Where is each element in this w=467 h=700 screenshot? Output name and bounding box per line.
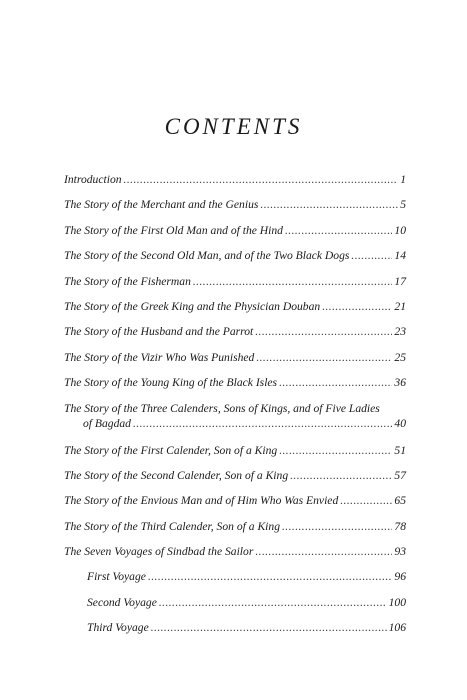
page-title: CONTENTS (164, 114, 303, 139)
dot-leader (148, 569, 392, 584)
dot-leader (351, 248, 392, 263)
toc-entry-title-continued: of Bagdad (83, 416, 131, 430)
dot-leader (282, 519, 392, 534)
table-of-contents (64, 172, 406, 646)
toc-entry-page: 93 (394, 545, 406, 559)
toc-entry (64, 443, 406, 468)
dot-leader (322, 299, 392, 314)
toc-entry-title: The Story of the Fisherman (64, 274, 191, 288)
toc-subentry (64, 595, 406, 620)
toc-entry-title: Second Voyage (87, 595, 157, 609)
toc-subentry (64, 569, 406, 594)
toc-entry-page: 36 (394, 376, 406, 390)
toc-entry (64, 248, 406, 273)
toc-entry-title: Introduction (64, 173, 122, 186)
toc-entry (64, 274, 406, 299)
toc-entry (64, 519, 406, 544)
toc-entry (64, 468, 406, 493)
toc-entry-page: 14 (394, 249, 406, 263)
dot-leader (260, 197, 398, 212)
toc-entry (64, 401, 406, 443)
toc-entry-title: The Story of the Second Old Man, and of the Two Black Dogs (64, 249, 350, 263)
toc-entry-page: 57 (394, 468, 406, 482)
toc-entry-page: 10 (394, 223, 406, 237)
toc-entry-title: First Voyage (87, 570, 146, 584)
toc-entry-title: The Story of the First Old Man and of the Hind (64, 223, 283, 237)
toc-entry (64, 223, 406, 248)
toc-entry-title: The Story of the Third Calender, Son of a King (64, 519, 280, 533)
dot-leader (159, 595, 387, 610)
dot-leader (285, 223, 392, 238)
toc-entry-page: 23 (394, 325, 406, 339)
dot-leader (256, 350, 392, 365)
toc-entry (64, 197, 406, 222)
dot-leader (340, 493, 392, 508)
toc-entry-title: The Story of the Vizir Who Was Punished (64, 350, 255, 364)
toc-entry-page: 1 (400, 173, 406, 186)
toc-entry-page: 100 (388, 595, 406, 609)
toc-entry-page: 78 (394, 519, 406, 533)
toc-entry-title: The Story of the First Calender, Son of a King (64, 443, 278, 457)
toc-entry-title: The Story of the Second Calender, Son of a King (64, 468, 289, 482)
dot-leader (279, 443, 392, 458)
toc-entry-page: 65 (394, 494, 406, 508)
dot-leader (290, 468, 392, 483)
toc-entry-page: 25 (394, 350, 406, 364)
toc-entry-title: The Story of the Three Calenders, Sons of Kings, and of Five Ladies (64, 401, 380, 415)
toc-entry (64, 493, 406, 518)
toc-entry-title: The Story of the Young King of the Black Isles (64, 376, 278, 390)
dot-leader (133, 416, 392, 431)
toc-entry-page: 40 (394, 416, 406, 430)
toc-entry (64, 172, 406, 197)
dot-leader (279, 375, 392, 390)
dot-leader (124, 172, 399, 187)
dot-leader (151, 620, 387, 635)
dot-leader (193, 274, 393, 289)
toc-entry-page: 21 (394, 299, 406, 313)
toc-entry-page: 5 (400, 198, 406, 212)
toc-subentry (64, 620, 406, 645)
toc-entry (64, 350, 406, 375)
toc-entry (64, 299, 406, 324)
toc-entry-title: The Story of the Merchant and the Genius (64, 198, 259, 212)
toc-entry-title: Third Voyage (87, 621, 149, 635)
toc-entry-page: 106 (388, 621, 406, 635)
toc-entry (64, 324, 406, 349)
toc-entry-title: The Story of the Envious Man and of Him Who Was Envied (64, 494, 339, 508)
toc-entry (64, 375, 406, 400)
toc-entry-page: 51 (394, 443, 406, 457)
dot-leader (255, 324, 392, 339)
toc-entry-title: The Seven Voyages of Sindbad the Sailor (64, 545, 254, 559)
toc-entry-page: 96 (394, 570, 406, 584)
toc-entry (64, 544, 406, 569)
toc-entry-page: 17 (394, 274, 406, 288)
dot-leader (255, 544, 392, 559)
toc-entry-title: The Story of the Husband and the Parrot (64, 325, 254, 339)
toc-entry-title: The Story of the Greek King and the Physician Douban (64, 299, 321, 313)
